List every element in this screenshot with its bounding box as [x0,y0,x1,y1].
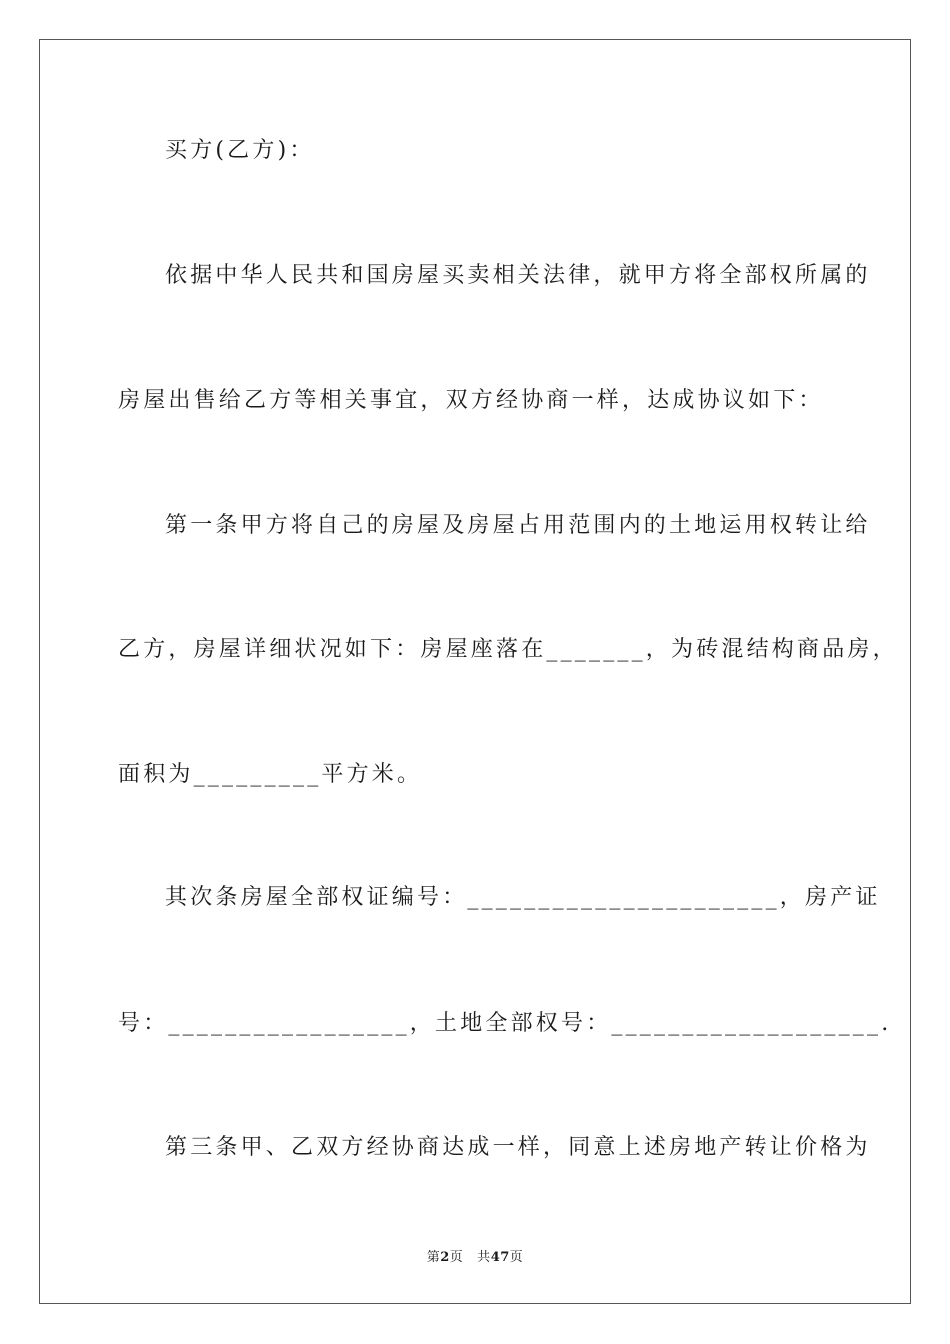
page-prefix: 第 [426,1250,441,1265]
paragraph-line: 第一条甲方将自己的房屋及房屋占用范围内的土地运用权转让给 [165,513,871,538]
paragraph-line: 面积为_________平方米。 [118,762,423,787]
page-footer [0,1246,950,1265]
paragraph-line: 号：_________________，土地全部权号：___________________. [118,1011,892,1036]
paragraph-line: 第三条甲、乙双方经协商达成一样，同意上述房地产转让价格为 [165,1135,871,1160]
total-pages: 47 [490,1250,510,1265]
buyer-label: 买方(乙方)： [165,138,315,163]
total-suffix: 页 [509,1250,524,1265]
paragraph-line: 房屋出售给乙方等相关事宜，双方经协商一样，达成协议如下： [118,388,824,413]
page-number: 2 [440,1250,450,1265]
paragraph-line: 乙方，房屋详细状况如下：房屋座落在_______，为砖混结构商品房， [118,637,898,662]
page-border [39,39,911,1304]
page-suffix: 页 [449,1250,464,1265]
paragraph-line: 其次条房屋全部权证编号：______________________，房产证 [165,885,881,910]
total-prefix: 共 [477,1250,491,1265]
paragraph-line: 依据中华人民共和国房屋买卖相关法律，就甲方将全部权所属的 [165,263,871,288]
